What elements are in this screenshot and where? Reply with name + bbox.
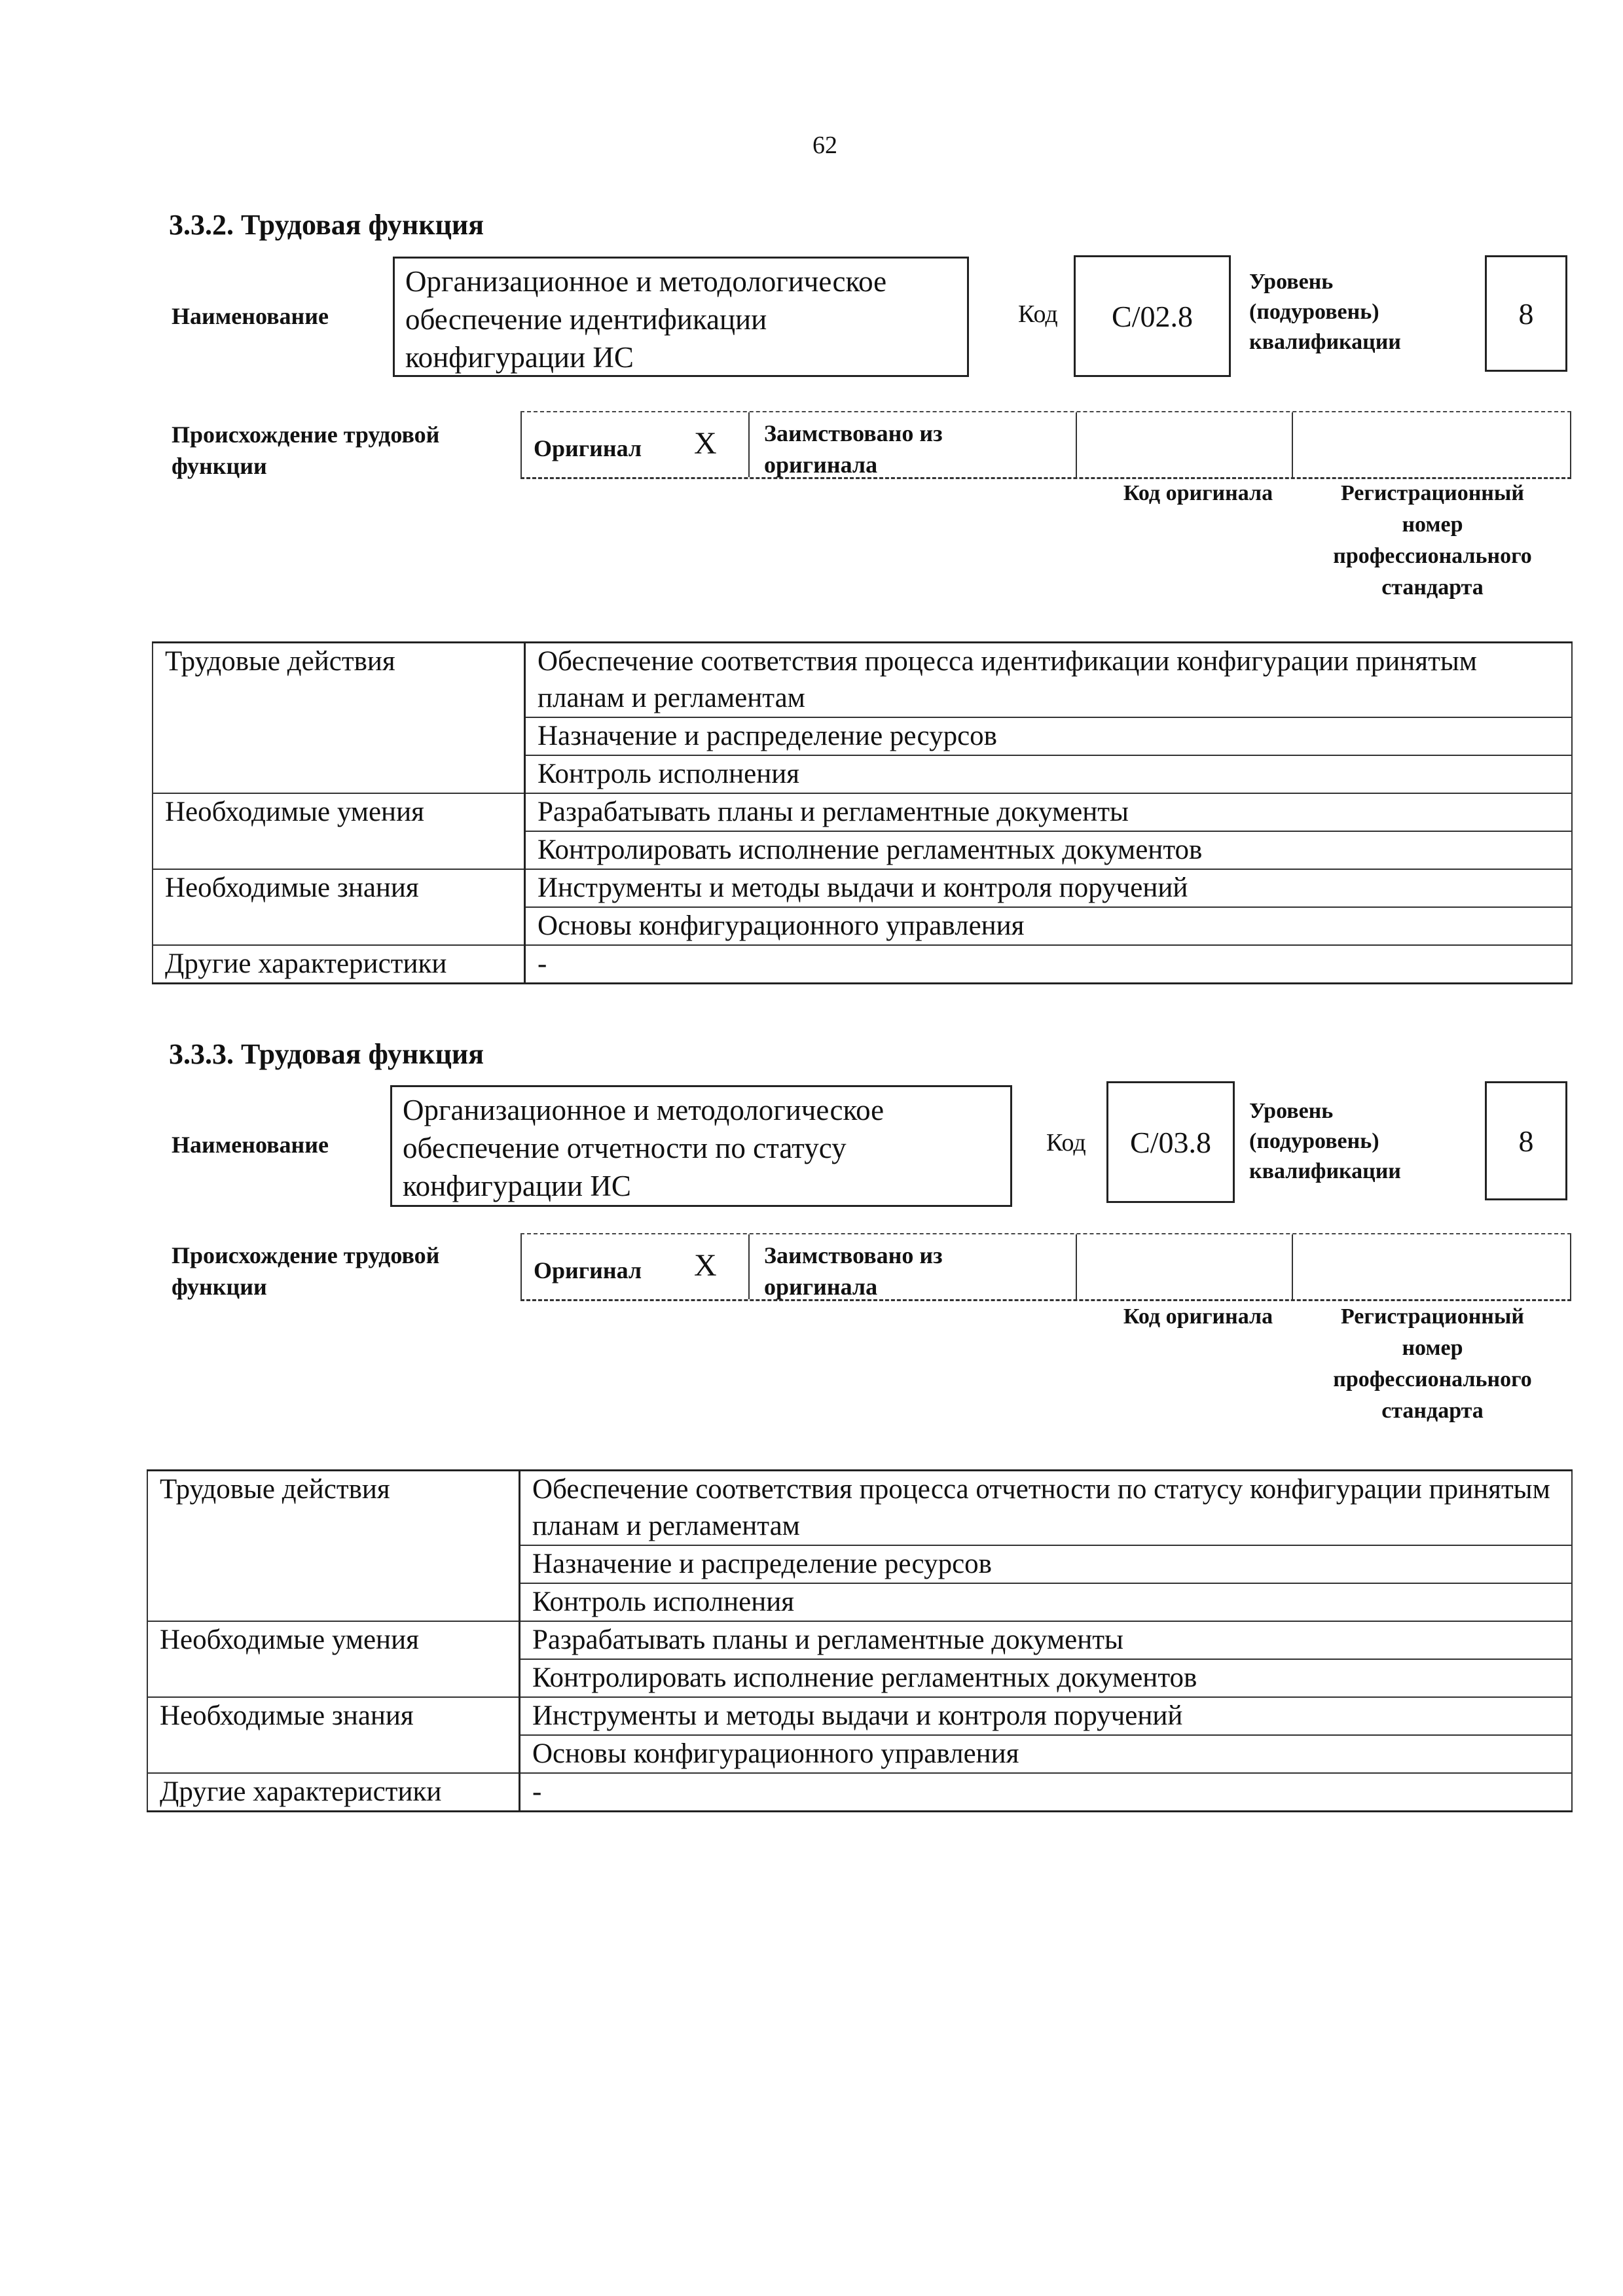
reg-label-line: Регистрационный <box>1340 1304 1525 1329</box>
row-value: Обеспечение соответствия процесса отчетности по статусу конфигурации принятым планам и регламентам <box>520 1471 1573 1546</box>
table-row <box>147 1621 1572 1659</box>
code-value-box <box>1106 1081 1235 1203</box>
characteristics-table <box>152 641 1573 984</box>
origin-table <box>520 1233 1571 1301</box>
characteristics-table <box>147 1469 1573 1812</box>
function-name-line: Организационное и методологическое <box>405 265 887 298</box>
function-name-line: Организационное и методологическое <box>403 1094 884 1126</box>
row-value: Основы конфигурационного управления <box>525 907 1573 945</box>
qualification-level-value: 8 <box>1518 296 1534 331</box>
code-value: C/02.8 <box>1112 299 1193 333</box>
qualification-level-box <box>1485 1081 1567 1200</box>
function-name-line: конфигурации ИС <box>403 1170 631 1202</box>
original-code-label: Код оригинала <box>1123 481 1273 505</box>
row-value: Назначение и распределение ресурсов <box>525 717 1573 755</box>
origin-label-line: функции <box>172 453 267 479</box>
borrowed-label-line: оригинала <box>764 1274 878 1300</box>
name-label: Наименование <box>172 1132 329 1158</box>
row-value: Контролировать исполнение регламентных документов <box>520 1659 1573 1697</box>
row-label: Трудовые действия <box>153 643 525 794</box>
original-mark: X <box>694 426 717 461</box>
table-row <box>153 643 1572 718</box>
original-mark: X <box>694 1248 717 1283</box>
original-code-label: Код оригинала <box>1123 1304 1273 1329</box>
row-value: - <box>520 1773 1573 1812</box>
registration-number-cell <box>1292 412 1571 477</box>
reg-label-line: стандарта <box>1381 1399 1484 1423</box>
row-value: Контроль исполнения <box>525 755 1573 793</box>
reg-label-line: профессионального <box>1333 544 1532 568</box>
origin-label-line: функции <box>172 1274 267 1300</box>
function-name-box <box>393 257 969 377</box>
code-value: C/03.8 <box>1130 1125 1211 1159</box>
table-row <box>147 1471 1572 1546</box>
row-value: Инструменты и методы выдачи и контроля поручений <box>525 869 1573 907</box>
reg-label-line: номер <box>1402 1336 1463 1360</box>
table-row <box>147 1773 1572 1812</box>
reg-label-line: Регистрационный <box>1340 481 1525 505</box>
row-value: Разрабатывать планы и регламентные документы <box>520 1621 1573 1659</box>
row-value: Контроль исполнения <box>520 1583 1573 1621</box>
borrowed-cell <box>748 412 1076 477</box>
borrowed-label <box>764 418 943 480</box>
level-label-line: квалификации <box>1249 1159 1401 1183</box>
borrowed-label <box>764 1240 943 1302</box>
row-value: Разрабатывать планы и регламентные документы <box>525 793 1573 831</box>
borrowed-label-line: оригинала <box>764 452 878 478</box>
original-label: Оригинал <box>534 1257 642 1283</box>
reg-label-line: стандарта <box>1381 575 1484 600</box>
table-row <box>153 945 1572 984</box>
row-label: Другие характеристики <box>153 945 525 984</box>
registration-number-label <box>1293 1301 1572 1427</box>
qualification-level-value: 8 <box>1518 1124 1534 1158</box>
origin-table <box>520 411 1571 479</box>
origin-label-line: Происхождение трудовой <box>172 422 440 448</box>
code-value-box <box>1074 255 1231 377</box>
level-label-line: квалификации <box>1249 330 1401 354</box>
row-value: Назначение и распределение ресурсов <box>520 1545 1573 1583</box>
code-label: Код <box>1046 1129 1086 1157</box>
section-heading: 3.3.2. Трудовая функция <box>169 209 484 241</box>
row-label: Необходимые умения <box>153 793 525 869</box>
borrowed-label-line: Заимствовано из <box>764 420 943 446</box>
original-label: Оригинал <box>534 435 642 461</box>
qualification-level-box <box>1485 255 1567 372</box>
table-row <box>153 793 1572 831</box>
original-cell <box>520 412 748 477</box>
table-row <box>153 869 1572 907</box>
original-code-cell <box>1076 1234 1292 1299</box>
row-label: Необходимые умения <box>147 1621 520 1697</box>
section-heading: 3.3.3. Трудовая функция <box>169 1038 484 1070</box>
level-label-line: (подуровень) <box>1249 300 1379 324</box>
row-value: Основы конфигурационного управления <box>520 1735 1573 1773</box>
level-label-line: (подуровень) <box>1249 1129 1379 1153</box>
table-row <box>147 1697 1572 1735</box>
row-label: Другие характеристики <box>147 1773 520 1812</box>
registration-number-label <box>1293 478 1572 603</box>
function-name-line: обеспечение идентификации <box>405 303 767 336</box>
function-name-line: конфигурации ИС <box>405 341 634 374</box>
function-name-line: обеспечение отчетности по статусу <box>403 1132 847 1164</box>
row-label: Необходимые знания <box>153 869 525 945</box>
row-label: Необходимые знания <box>147 1697 520 1773</box>
borrowed-cell <box>748 1234 1076 1299</box>
row-value: Инструменты и методы выдачи и контроля поручений <box>520 1697 1573 1735</box>
level-label-line: Уровень <box>1249 1099 1334 1123</box>
reg-label-line: профессионального <box>1333 1367 1532 1391</box>
reg-label-line: номер <box>1402 512 1463 537</box>
borrowed-label-line: Заимствовано из <box>764 1242 943 1268</box>
registration-number-cell <box>1292 1234 1571 1299</box>
qualification-level-label <box>1249 267 1446 357</box>
level-label-line: Уровень <box>1249 270 1334 294</box>
origin-label <box>172 419 512 482</box>
name-label: Наименование <box>172 303 329 329</box>
origin-label <box>172 1240 512 1302</box>
qualification-level-label <box>1249 1096 1446 1187</box>
function-name-box <box>390 1085 1012 1207</box>
row-value: Обеспечение соответствия процесса идентификации конфигурации принятым планам и регламентам <box>525 643 1573 718</box>
code-label: Код <box>1018 300 1058 328</box>
original-code-cell <box>1076 412 1292 477</box>
row-label: Трудовые действия <box>147 1471 520 1622</box>
page-number: 62 <box>812 132 837 159</box>
row-value: - <box>525 945 1573 984</box>
row-value: Контролировать исполнение регламентных документов <box>525 831 1573 869</box>
original-cell <box>520 1234 748 1299</box>
origin-label-line: Происхождение трудовой <box>172 1242 440 1268</box>
